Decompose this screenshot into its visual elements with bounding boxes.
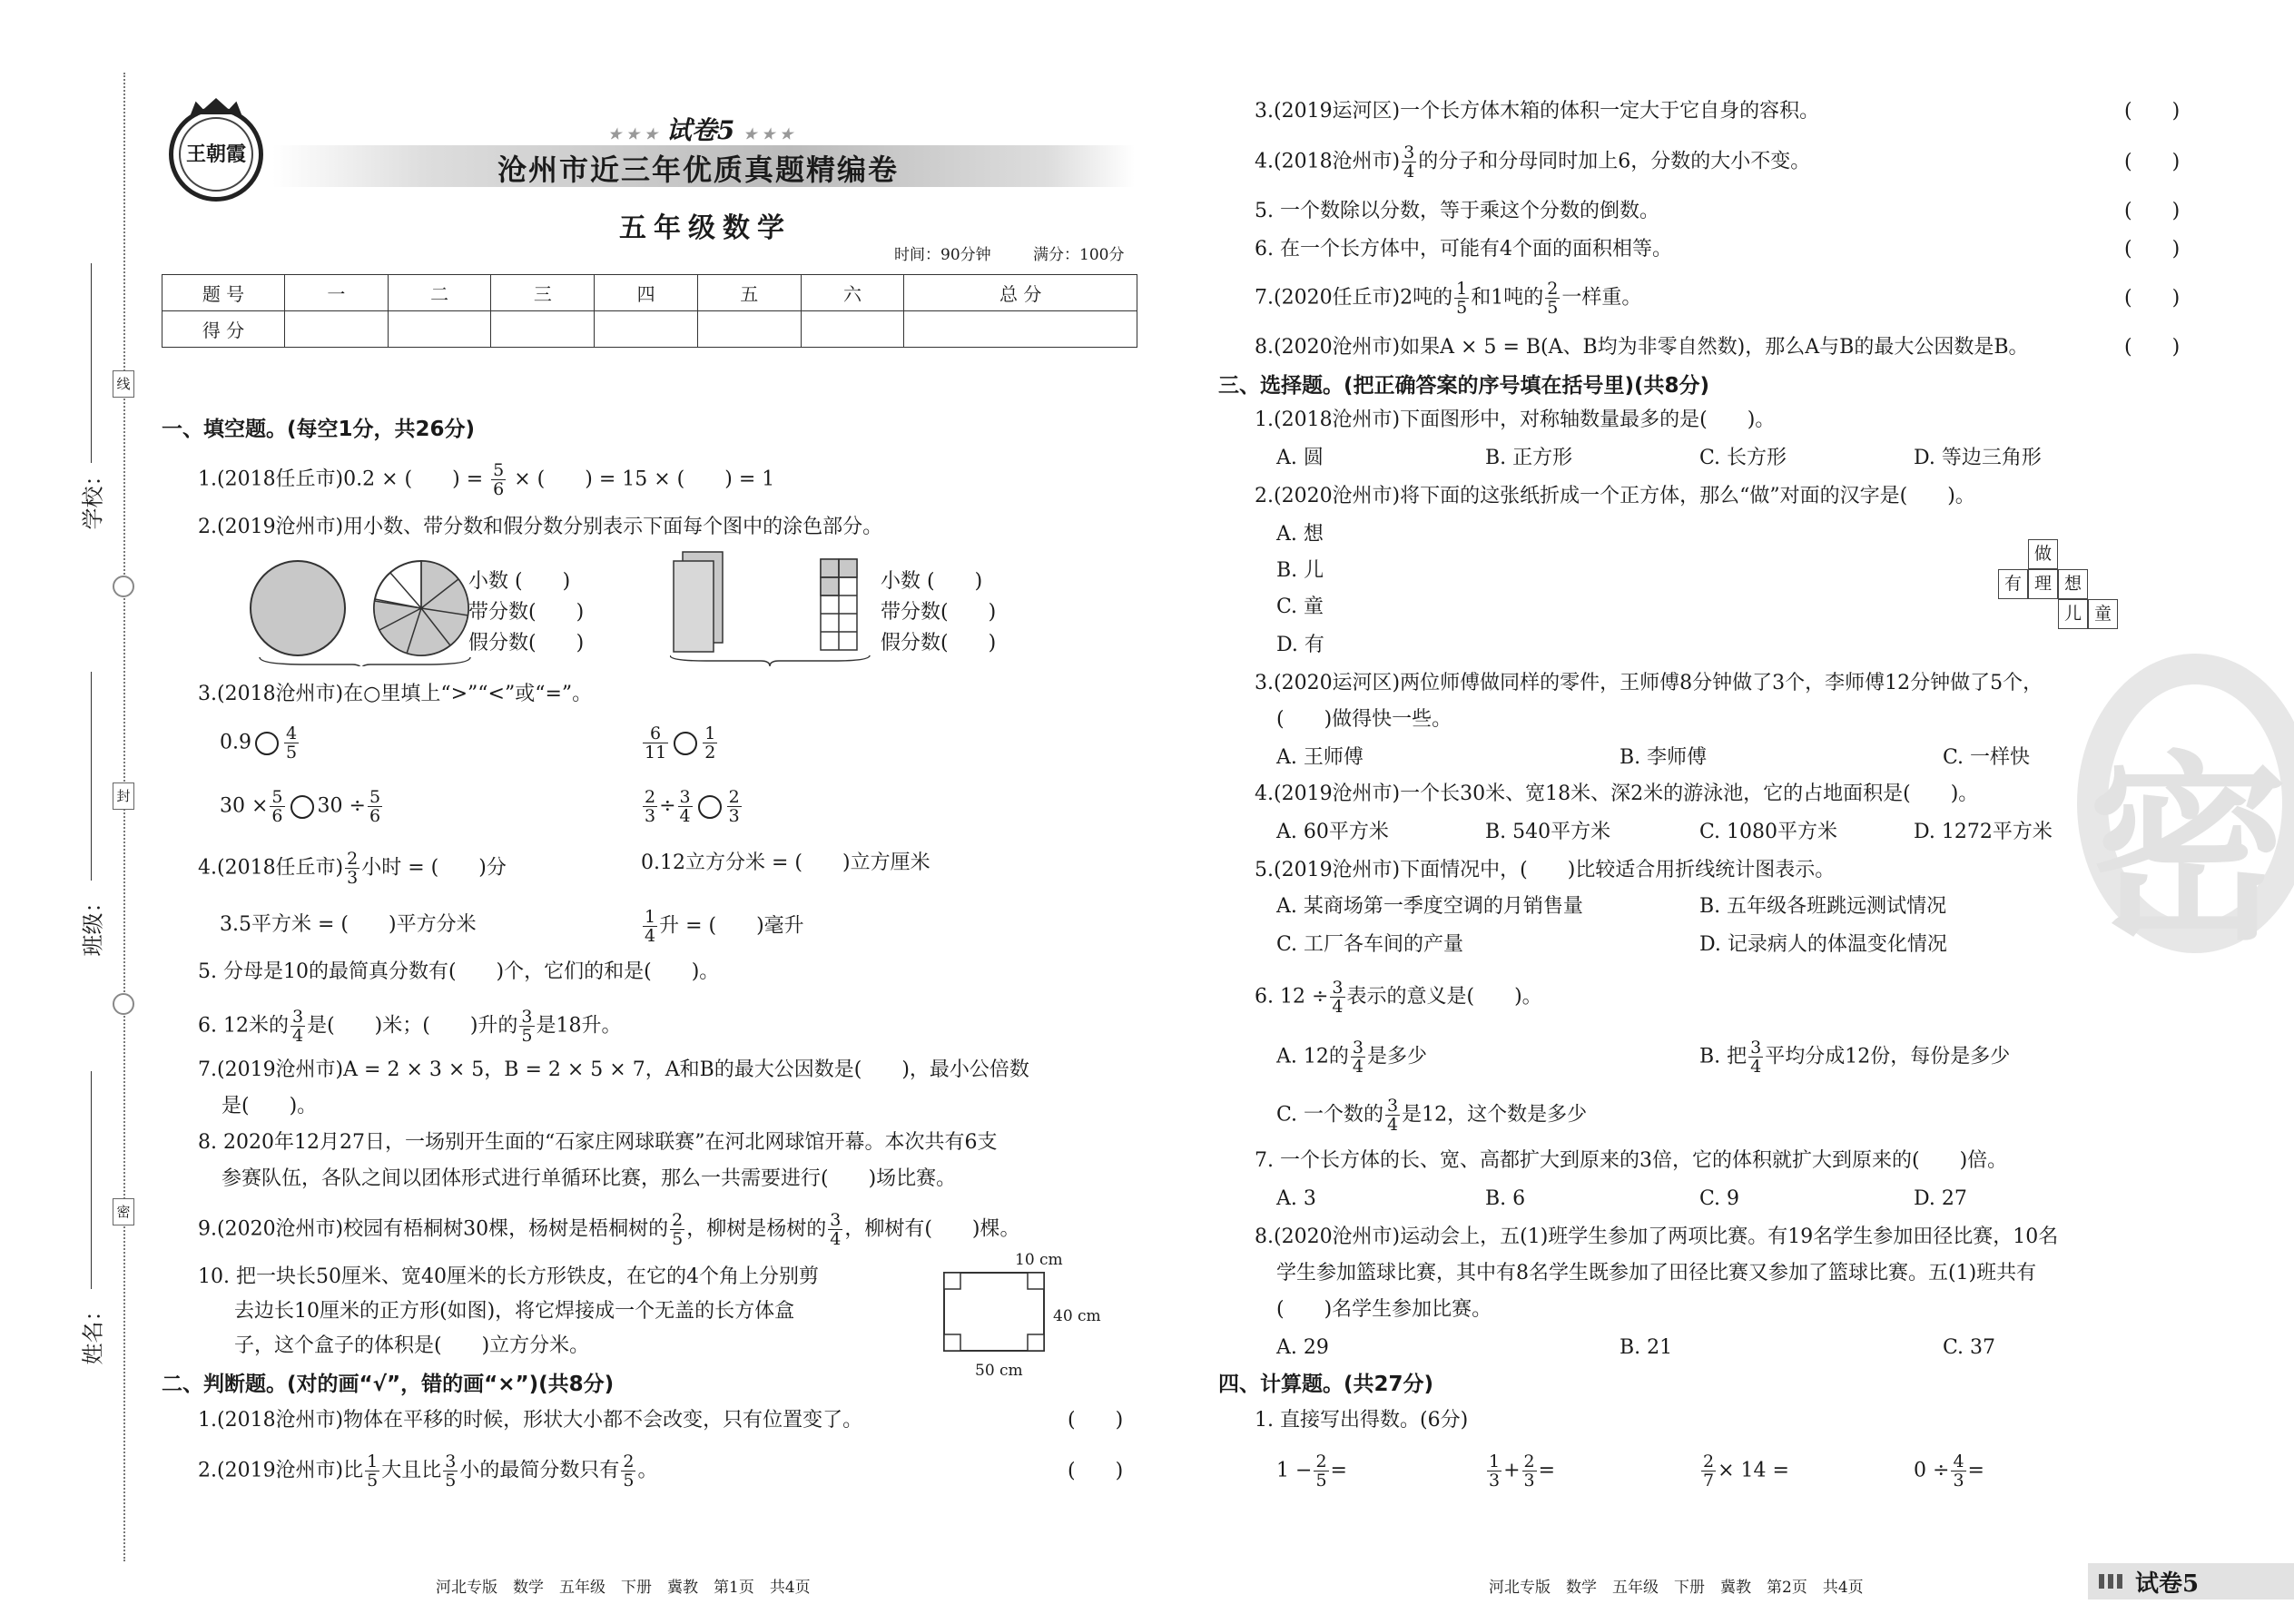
- s3-q7-opt-d: D. 27: [1914, 1187, 1967, 1210]
- s1-q9: 9.(2020沧州市)校园有梧桐树30棵，杨树是梧桐树的 $\frac{2}{5}$ ，柳树是杨树的 $\frac{3}{4}$ ，柳树有( )棵。: [198, 1210, 1020, 1249]
- fraction: $\frac{2}{3}$: [1523, 1452, 1535, 1491]
- score-table-cell: 四: [595, 275, 698, 311]
- fraction: $\frac{5}{6}$: [493, 460, 505, 499]
- s1-q10-line1: 10. 把一块长50厘米、宽40厘米的长方形铁皮，在它的4个角上分别剪: [198, 1265, 819, 1288]
- answer-paren[interactable]: ( ): [2124, 287, 2181, 310]
- s1-q2-figure-rects: [670, 548, 879, 666]
- s2-q3: 3.(2019运河区)一个长方体木箱的体积一定大于它自身的容积。: [1255, 100, 1820, 123]
- score-table-cell: 一: [285, 275, 389, 311]
- fraction: $\frac{3}{4}$: [679, 787, 691, 826]
- score-table: [162, 274, 1137, 348]
- binding-ornament: [113, 993, 134, 1015]
- s3-q1: 1.(2018沧州市)下面图形中，对称轴数量最多的是( )。: [1255, 408, 1776, 431]
- star-icon: ★ ★ ★: [743, 125, 793, 143]
- fraction: $\frac{3}{4}$: [1332, 978, 1344, 1017]
- s1-q4-c: 3.5平方米 = ( )平方分米: [220, 913, 477, 936]
- q-text: × ( ) = 15 × ( ) = 1: [514, 468, 775, 491]
- school-blank-line: [91, 263, 92, 463]
- s3-q2-opt-d: D. 有: [1276, 634, 1324, 656]
- s1-q4-b: 0.12立方分米 = ( )立方厘米: [641, 851, 930, 874]
- s2-q8: 8.(2020沧州市)如果A × 5 = B(A、B均为非零自然数)，那么A与B的最大公因数是B。: [1255, 336, 2029, 359]
- s3-q4-opt-c: C. 1080平方米: [1699, 821, 1838, 843]
- shaded-rect-front: [674, 561, 714, 652]
- paper-number: 试卷5: [665, 115, 735, 145]
- s3-q3-line1: 3.(2020运河区)两位师傅做同样的零件，王师傅8分钟做了3个，李师傅12分钟做了5个，: [1255, 672, 2043, 694]
- binding-ornament: [113, 576, 134, 597]
- s1-q2-figure-circles: [243, 557, 488, 666]
- score-table-cell: 三: [491, 275, 595, 311]
- s3-q5-opt-a: A. 某商场第一季度空调的月销售量: [1276, 895, 1583, 918]
- s1-q2-label-decimal: 小数 ( ): [881, 570, 983, 593]
- answer-paren[interactable]: ( ): [1068, 1409, 1124, 1432]
- s1-q3-d: $\frac{2}{3}$ ÷ $\frac{3}{4}$ $\frac{2}{3}$: [645, 787, 740, 826]
- fraction: $\frac{1}{5}$: [367, 1452, 379, 1491]
- s3-q5-opt-b: B. 五年级各班跳远测试情况: [1699, 895, 1947, 918]
- s3-q1-opt-a: A. 圆: [1276, 447, 1324, 469]
- section2-title: 二、判断题。(对的画“√”，错的画“×”)(共8分): [162, 1373, 615, 1396]
- compare-circle[interactable]: [290, 795, 314, 819]
- cube-net-cell: 有: [1998, 569, 2028, 599]
- cube-net-cell: 想: [2058, 569, 2088, 599]
- binding-mark-xian: 线: [113, 370, 134, 398]
- subject-title: 五年级数学: [619, 212, 792, 244]
- class-blank-line: [91, 672, 92, 881]
- s1-q3-b: [641, 724, 719, 762]
- s1-q6: 6. 12米的 $\frac{3}{4}$ 是( )米；( )升的 $\frac{3}{5}$ 是18升。: [198, 1007, 622, 1046]
- fraction: $\frac{1}{3}$: [1489, 1452, 1501, 1491]
- class-label: 班级：: [80, 891, 106, 957]
- logo-text: 王朝霞: [185, 143, 246, 166]
- fig-label-right: 40 cm: [1053, 1307, 1101, 1325]
- fraction: $\frac{1}{2}$: [704, 723, 716, 763]
- s1-q2-label-decimal: 小数 ( ): [468, 570, 571, 593]
- s4-calc-c: $\frac{2}{7}$ × 14 =: [1703, 1452, 1789, 1491]
- s1-q2: 2.(2019沧州市)用小数、带分数和假分数分别表示下面每个图中的涂色部分。: [198, 516, 883, 538]
- fig-label-bottom: 50 cm: [975, 1362, 1023, 1380]
- score-table-cell: 题 号: [162, 275, 285, 311]
- s3-q4: 4.(2019沧州市)一个长30米、宽18米、深2米的游泳池，它的占地面积是( )。: [1255, 782, 1979, 805]
- s3-q5: 5.(2019沧州市)下面情况中，( )比较适合用折线统计图表示。: [1255, 859, 1836, 881]
- s3-q8-line2: 学生参加篮球比赛，其中有8名学生既参加了田径比赛又参加了篮球比赛。五(1)班共有: [1276, 1262, 2037, 1284]
- s1-q7-line2: 是( )。: [222, 1095, 318, 1117]
- s1-q4-d: $\frac{1}{4}$ 升 = ( )毫升: [645, 907, 804, 946]
- s1-q2-label-improper: 假分数( ): [468, 632, 585, 655]
- s3-q4-opt-b: B. 540平方米: [1485, 821, 1611, 843]
- exam-title: 沧州市近三年优质真题精编卷: [497, 153, 900, 187]
- fraction: $\frac{3}{4}$: [291, 1007, 304, 1046]
- s1-q3: 3.(2018沧州市)在○里填上“>”“<”或“=”。: [198, 683, 593, 705]
- score-input[interactable]: [285, 311, 389, 348]
- fraction: $\frac{5}{6}$: [369, 787, 381, 826]
- s1-q1: [198, 461, 774, 498]
- fraction: $\frac{3}{5}$: [445, 1452, 457, 1491]
- brace: [260, 657, 470, 666]
- fraction: $\frac{3}{4}$: [1403, 143, 1415, 182]
- fraction: $\frac{3}{4}$: [1352, 1038, 1364, 1077]
- fig-label-top: 10 cm: [1015, 1251, 1063, 1269]
- s1-q8-line1: 8. 2020年12月27日，一场别开生面的“石家庄网球联赛”在河北网球馆开幕。本次共有6支: [198, 1131, 998, 1154]
- fraction: $\frac{2}{5}$: [672, 1210, 684, 1249]
- score-table-score-row: [162, 311, 1137, 348]
- s3-q2-opt-a: A. 想: [1276, 523, 1324, 546]
- s1-q10-line3: 子，这个盒子的体积是( )立方分米。: [234, 1334, 590, 1357]
- s3-q6-opt-a: A. 12的 $\frac{3}{4}$ 是多少: [1276, 1038, 1427, 1077]
- fraction: $\frac{3}{4}$: [830, 1210, 842, 1249]
- s3-q3-opt-c: C. 一样快: [1943, 746, 2031, 769]
- answer-paren[interactable]: ( ): [2124, 151, 2181, 173]
- s3-q6: 6. 12 ÷ $\frac{3}{4}$ 表示的意义是( )。: [1255, 978, 1542, 1017]
- footer-right: 河北专版 数学 五年级 下册 冀教 第2页 共4页: [1489, 1579, 1864, 1597]
- s2-q6: 6. 在一个长方体中，可能有4个面的面积相等。: [1255, 238, 1672, 261]
- answer-paren[interactable]: ( ): [2124, 100, 2181, 123]
- fraction: $\frac{2}{3}$: [728, 787, 740, 826]
- s3-q8-opt-c: C. 37: [1943, 1336, 1996, 1359]
- name-label: 姓名：: [80, 1299, 106, 1365]
- s3-q2-opt-b: B. 儿: [1276, 559, 1324, 582]
- s3-q2: 2.(2020沧州市)将下面的这张纸折成一个正方体，那么“做”对面的汉字是( )。: [1255, 485, 1975, 507]
- binding-mark-feng: 封: [113, 782, 134, 810]
- score-table-cell: 五: [697, 275, 801, 311]
- answer-paren[interactable]: ( ): [1068, 1460, 1124, 1482]
- binding-mark-mi: 密: [113, 1198, 134, 1225]
- compare-circle[interactable]: [255, 732, 279, 755]
- s3-q7-opt-a: A. 3: [1276, 1187, 1316, 1210]
- s3-q2-opt-c: C. 童: [1276, 595, 1324, 618]
- s3-q5-opt-c: C. 工厂各车间的产量: [1276, 933, 1464, 956]
- compare-circle[interactable]: [674, 732, 697, 755]
- s3-q5-opt-d: D. 记录病人的体温变化情况: [1699, 933, 1947, 956]
- s3-q6-opt-c: C. 一个数的 $\frac{3}{4}$ 是12，这个数是多少: [1276, 1096, 1588, 1135]
- grid-rect: [821, 559, 857, 650]
- star-icon: ★ ★ ★: [608, 125, 658, 143]
- s1-q5: 5. 分母是10的最简真分数有( )个，它们的和是( )。: [198, 960, 720, 983]
- fraction: $\frac{2}{3}$: [645, 787, 656, 826]
- logo-crown: [191, 98, 241, 114]
- fraction: $\frac{1}{5}$: [1456, 279, 1468, 318]
- s2-q1: 1.(2018沧州市)物体在平移的时候，形状大小都不会改变，只有位置变了。: [198, 1409, 863, 1432]
- cube-net-cell: 做: [2028, 539, 2058, 569]
- score-table-header-row: [162, 275, 1137, 311]
- s3-q7: 7. 一个长方体的长、宽、高都扩大到原来的3倍，它的体积就扩大到原来的( )倍。: [1255, 1149, 2008, 1172]
- paper-number-stars: [608, 111, 793, 147]
- cube-net-cell: 儿: [2058, 599, 2088, 629]
- s3-q8-opt-a: A. 29: [1276, 1336, 1329, 1359]
- s2-q4: 4.(2018沧州市) $\frac{3}{4}$ 的分子和分母同时加上6，分数的大小不变。: [1255, 143, 1811, 182]
- s4-calc-d: 0 ÷ $\frac{4}{3}$ =: [1914, 1452, 1984, 1491]
- footer-left: 河北专版 数学 五年级 下册 冀教 第1页 共4页: [436, 1579, 811, 1597]
- fraction: $\frac{2}{7}$: [1703, 1452, 1715, 1491]
- footer-badge-dots: [2099, 1574, 2124, 1589]
- shaded-circle: [251, 561, 345, 655]
- s2-q7: 7.(2020任丘市)2吨的 $\frac{1}{5}$ 和1吨的 $\frac{2}{5}$ 一样重。: [1255, 279, 1642, 318]
- brace: [670, 655, 870, 666]
- s3-q4-opt-a: A. 60平方米: [1276, 821, 1389, 843]
- s3-q1-opt-c: C. 长方形: [1699, 447, 1787, 469]
- s3-q8-line1: 8.(2020沧州市)运动会上，五(1)班学生参加了两项比赛。有19名学生参加田径比赛，10名: [1255, 1225, 2059, 1248]
- s3-q1-opt-b: B. 正方形: [1485, 447, 1573, 469]
- fraction: $\frac{1}{4}$: [645, 907, 656, 946]
- s3-q3-line2: ( )做得快一些。: [1276, 708, 1452, 731]
- answer-paren[interactable]: ( ): [2124, 200, 2181, 222]
- score-input[interactable]: [904, 311, 1137, 348]
- s4-calc-b: $\frac{1}{3}$ + $\frac{2}{3}$ =: [1489, 1452, 1556, 1491]
- s1-q10-line2: 去边长10厘米的正方形(如图)，将它焊接成一个无盖的长方体盒: [234, 1300, 795, 1323]
- s1-q2-label-improper: 假分数( ): [881, 632, 997, 655]
- s1-q2-label-mixed: 带分数( ): [468, 601, 585, 624]
- score-table-cell: 六: [801, 275, 904, 311]
- score-table-cell: 二: [388, 275, 491, 311]
- fraction: $\frac{2}{5}$: [1547, 279, 1559, 318]
- s1-q7-line1: 7.(2019沧州市)A = 2 × 3 × 5，B = 2 × 5 × 7，A和B的最大公因数是( )，最小公倍数: [198, 1058, 1029, 1081]
- s3-q3-opt-a: A. 王师傅: [1276, 746, 1364, 769]
- fraction: $\frac{2}{5}$: [623, 1452, 635, 1491]
- s2-q5: 5. 一个数除以分数，等于乘这个分数的倒数。: [1255, 200, 1659, 222]
- s1-q3-a: 0.9 $\frac{4}{5}$: [220, 723, 298, 763]
- s4-q1: 1. 直接写出得数。(6分): [1255, 1409, 1469, 1432]
- school-label: 学校：: [80, 464, 106, 530]
- footer-badge: 试卷5: [2135, 1570, 2200, 1598]
- score-input[interactable]: [697, 311, 801, 348]
- s3-q7-opt-b: B. 6: [1485, 1187, 1526, 1210]
- s3-q3-opt-b: B. 李师傅: [1620, 746, 1708, 769]
- fraction: $\frac{4}{5}$: [286, 723, 298, 763]
- name-blank-line: [91, 1071, 92, 1289]
- logo: [169, 107, 263, 202]
- s3-q7-opt-c: C. 9: [1699, 1187, 1740, 1210]
- section3-title: 三、选择题。(把正确答案的序号填在括号里)(共8分): [1218, 374, 1710, 398]
- fraction: $\frac{6}{11}$: [645, 723, 667, 763]
- s1-q10-figure: [935, 1264, 1053, 1363]
- score-input[interactable]: [388, 311, 491, 348]
- score-input[interactable]: [801, 311, 904, 348]
- s2-q2: 2.(2019沧州市)比 $\frac{1}{5}$ 大且比 $\frac{3}{5}$ 小的最简分数只有 $\frac{2}{5}$ 。: [198, 1452, 658, 1491]
- score-table-cell: 总 分: [904, 275, 1137, 311]
- fraction: $\frac{3}{4}$: [1750, 1038, 1762, 1077]
- fraction: $\frac{5}{6}$: [271, 787, 283, 826]
- q-text: 1.(2018任丘市)0.2 × ( ) =: [198, 468, 484, 491]
- score-info: 满分：100分: [1033, 246, 1125, 264]
- fraction: $\frac{3}{5}$: [521, 1007, 533, 1046]
- section1-title: 一、填空题。(每空1分，共26分): [162, 418, 476, 441]
- s1-q8-line2: 参赛队伍，各队之间以团体形式进行单循环比赛，那么一共需要进行( )场比赛。: [222, 1167, 957, 1190]
- cube-net-cell: 理: [2028, 569, 2058, 599]
- s3-q4-opt-d: D. 1272平方米: [1914, 821, 2053, 843]
- fraction: $\frac{4}{3}$: [1953, 1452, 1964, 1491]
- s1-q4-a: 4.(2018任丘市) $\frac{2}{3}$ 小时 = ( )分: [198, 849, 507, 888]
- answer-paren[interactable]: ( ): [2124, 238, 2181, 261]
- time-info: 时间：90分钟: [894, 246, 991, 264]
- s3-q1-opt-d: D. 等边三角形: [1914, 447, 2042, 469]
- section4-title: 四、计算题。(共27分): [1218, 1373, 1434, 1396]
- s3-q6-opt-b: B. 把 $\frac{3}{4}$ 平均分成12份，每份是多少: [1699, 1038, 2011, 1077]
- s4-calc-a: 1 − $\frac{2}{5}$ =: [1276, 1452, 1347, 1491]
- s3-q8-line3: ( )名学生参加比赛。: [1276, 1298, 1492, 1321]
- score-table-cell: 得 分: [162, 311, 285, 348]
- fraction: $\frac{2}{5}$: [1315, 1452, 1327, 1491]
- watermark-char: 密: [2088, 734, 2289, 967]
- fraction: $\frac{3}{4}$: [1387, 1096, 1399, 1135]
- binding-line: [123, 73, 125, 1561]
- score-input[interactable]: [595, 311, 698, 348]
- s3-q8-opt-b: B. 21: [1620, 1336, 1673, 1359]
- cube-net-cell: 童: [2088, 599, 2118, 629]
- s1-q2-label-mixed: 带分数( ): [881, 601, 997, 624]
- score-input[interactable]: [491, 311, 595, 348]
- s1-q3-c: 30 × $\frac{5}{6}$ 30 ÷ $\frac{5}{6}$: [220, 787, 381, 826]
- fraction: $\frac{2}{3}$: [347, 849, 359, 888]
- answer-paren[interactable]: ( ): [2124, 336, 2181, 359]
- compare-circle[interactable]: [698, 795, 722, 819]
